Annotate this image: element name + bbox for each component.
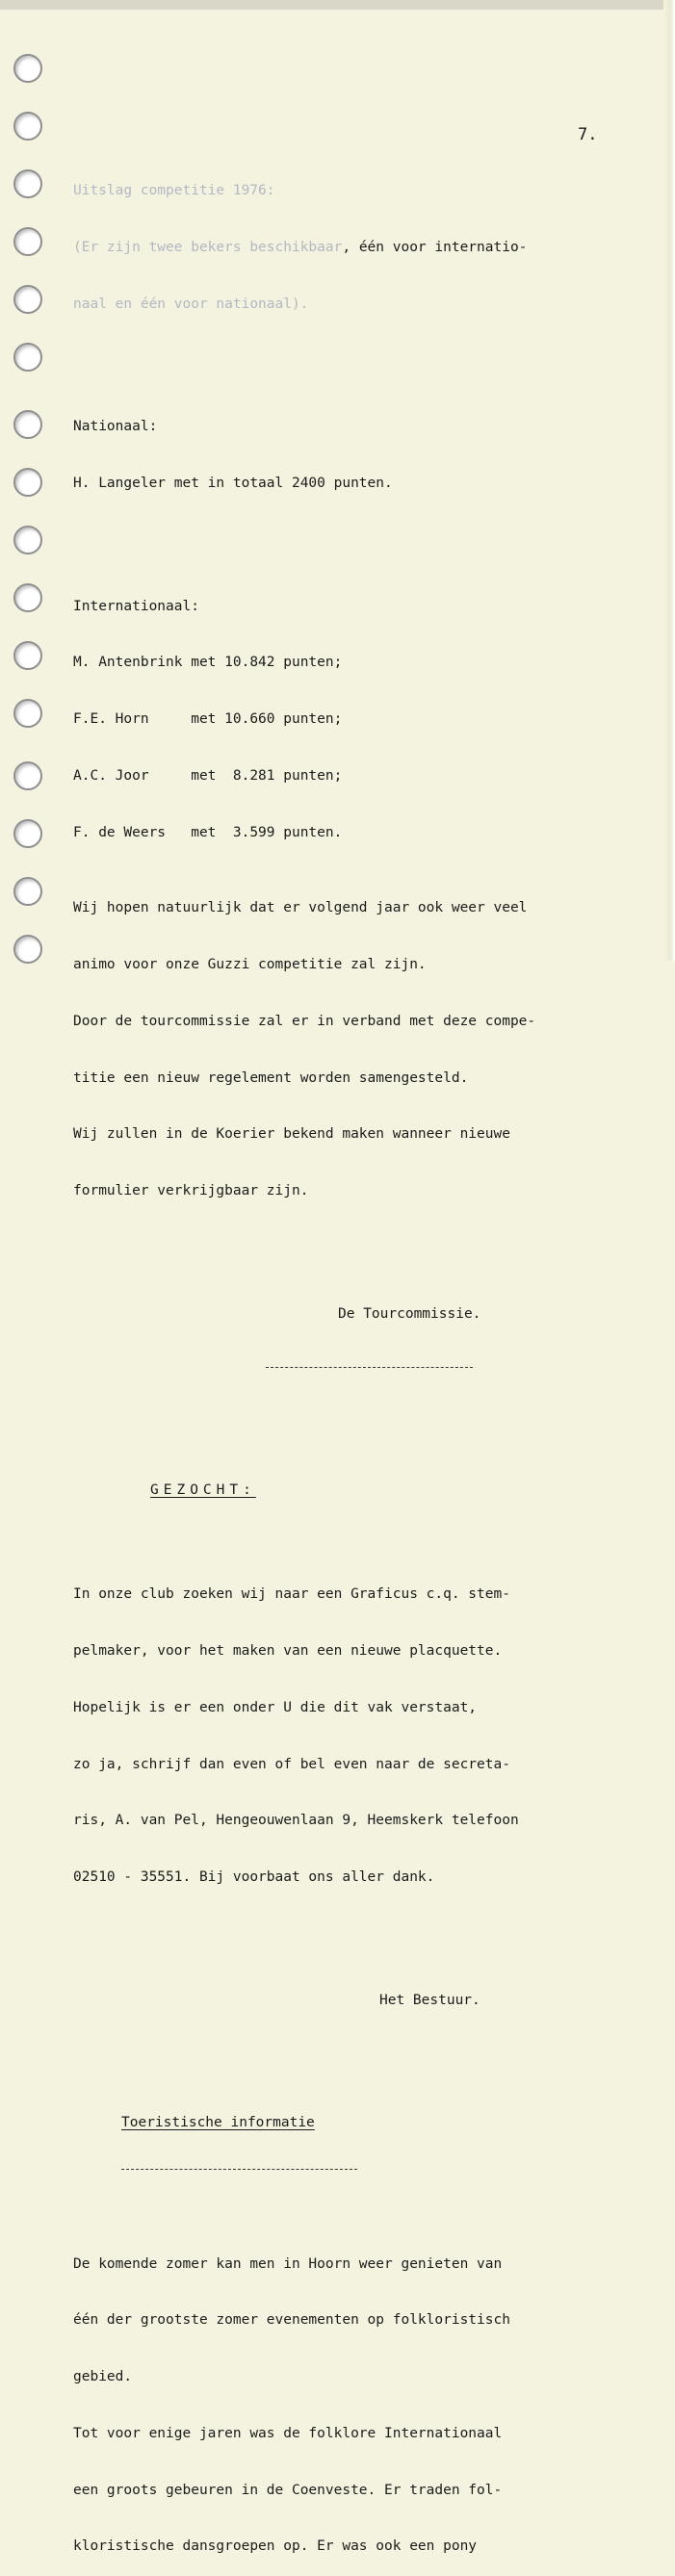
heading-underline — [121, 2169, 357, 2170]
gezocht-line: pelmaker, voor het maken van een nieuwe placquette. — [73, 1643, 503, 1660]
binder-hole — [13, 935, 42, 964]
toeristische-line: De komende zomer kan men in Hoorn weer genieten van — [73, 2255, 503, 2272]
bestuur-signature: Het Bestuur. — [379, 1992, 480, 2008]
toeristische-line: een groots gebeuren in de Coenveste. Er traden fol- — [73, 2482, 503, 2498]
binder-hole — [13, 819, 42, 848]
binder-hole — [13, 410, 42, 439]
gezocht-heading: GEZOCHT: — [150, 1482, 256, 1499]
uitslag-line3: naal en één voor nationaal). — [73, 296, 309, 312]
binder-hole — [13, 285, 42, 314]
binder-hole — [13, 877, 42, 906]
binder-hole — [13, 641, 42, 670]
nationaal-heading: Nationaal: — [73, 419, 158, 435]
gezocht-line: In onze club zoeken wij naar een Graficus c.q. stem- — [73, 1586, 510, 1603]
closing-line: Wij zullen in de Koerier bekend maken wanneer nieuwe — [73, 1126, 510, 1143]
result-line: A.C. Joor met 8.281 punten; — [73, 768, 343, 784]
binder-hole — [13, 112, 42, 141]
binder-hole — [13, 169, 42, 198]
binder-hole — [13, 343, 42, 372]
binder-hole — [13, 526, 42, 554]
toeristische-heading: Toeristische informatie — [121, 2115, 315, 2131]
closing-line: Door de tourcommissie zal er in verband met deze compe- — [73, 1013, 536, 1029]
closing-line: animo voor onze Guzzi competitie zal zijn. — [73, 956, 427, 972]
closing-line: titie een nieuw regelement worden samengesteld. — [73, 1069, 469, 1086]
section-divider — [266, 1367, 473, 1368]
gezocht-line: zo ja, schrijf dan even of bel even naar de secreta- — [73, 1756, 510, 1772]
binder-hole — [13, 699, 42, 728]
binder-hole — [13, 468, 42, 497]
page-number: 7. — [578, 125, 598, 144]
gezocht-line: ris, A. van Pel, Hengeouwenlaan 9, Heemskerk telefoon — [73, 1813, 519, 1829]
page-right-edge — [663, 0, 675, 961]
uitslag-line2-rest: , één voor internatio- — [342, 239, 528, 255]
uitslag-line2 — [73, 239, 651, 258]
binder-holes — [13, 54, 42, 949]
result-line: F. de Weers met 3.599 punten. — [73, 824, 343, 840]
toeristische-line: kloristische dansgroepen op. Er was ook een pony — [73, 2538, 478, 2555]
closing-line: Wij hopen natuurlijk dat er volgend jaar ook weer veel — [73, 900, 528, 916]
uitslag-line2-faded: (Er zijn twee bekers beschikbaar — [73, 239, 343, 255]
closing-line: formulier verkrijgbaar zijn. — [73, 1183, 309, 1199]
result-line: M. Antenbrink met 10.842 punten; — [73, 655, 343, 671]
internationaal-heading: Internationaal: — [73, 598, 199, 614]
page-top-edge — [0, 0, 675, 10]
tourcommissie-signature: De Tourcommissie. — [338, 1305, 481, 1322]
uitslag-heading: Uitslag competitie 1976: — [73, 183, 275, 199]
binder-hole — [13, 761, 42, 790]
binder-hole — [13, 227, 42, 256]
gezocht-line: 02510 - 35551. Bij voorbaat ons aller dank. — [73, 1869, 435, 1886]
toeristische-line: één der grootste zomer evenementen op folkloristisch — [73, 2312, 510, 2329]
nationaal-winner: H. Langeler met in totaal 2400 punten. — [73, 476, 393, 492]
gezocht-line: Hopelijk is er een onder U die dit vak verstaat, — [73, 1699, 478, 1715]
document-body — [73, 144, 651, 2576]
result-line: F.E. Horn met 10.660 punten; — [73, 711, 343, 728]
binder-hole — [13, 54, 42, 83]
toeristische-line: gebied. — [73, 2369, 133, 2385]
binder-hole — [13, 583, 42, 612]
toeristische-line: Tot voor enige jaren was de folklore Internationaal — [73, 2425, 503, 2441]
